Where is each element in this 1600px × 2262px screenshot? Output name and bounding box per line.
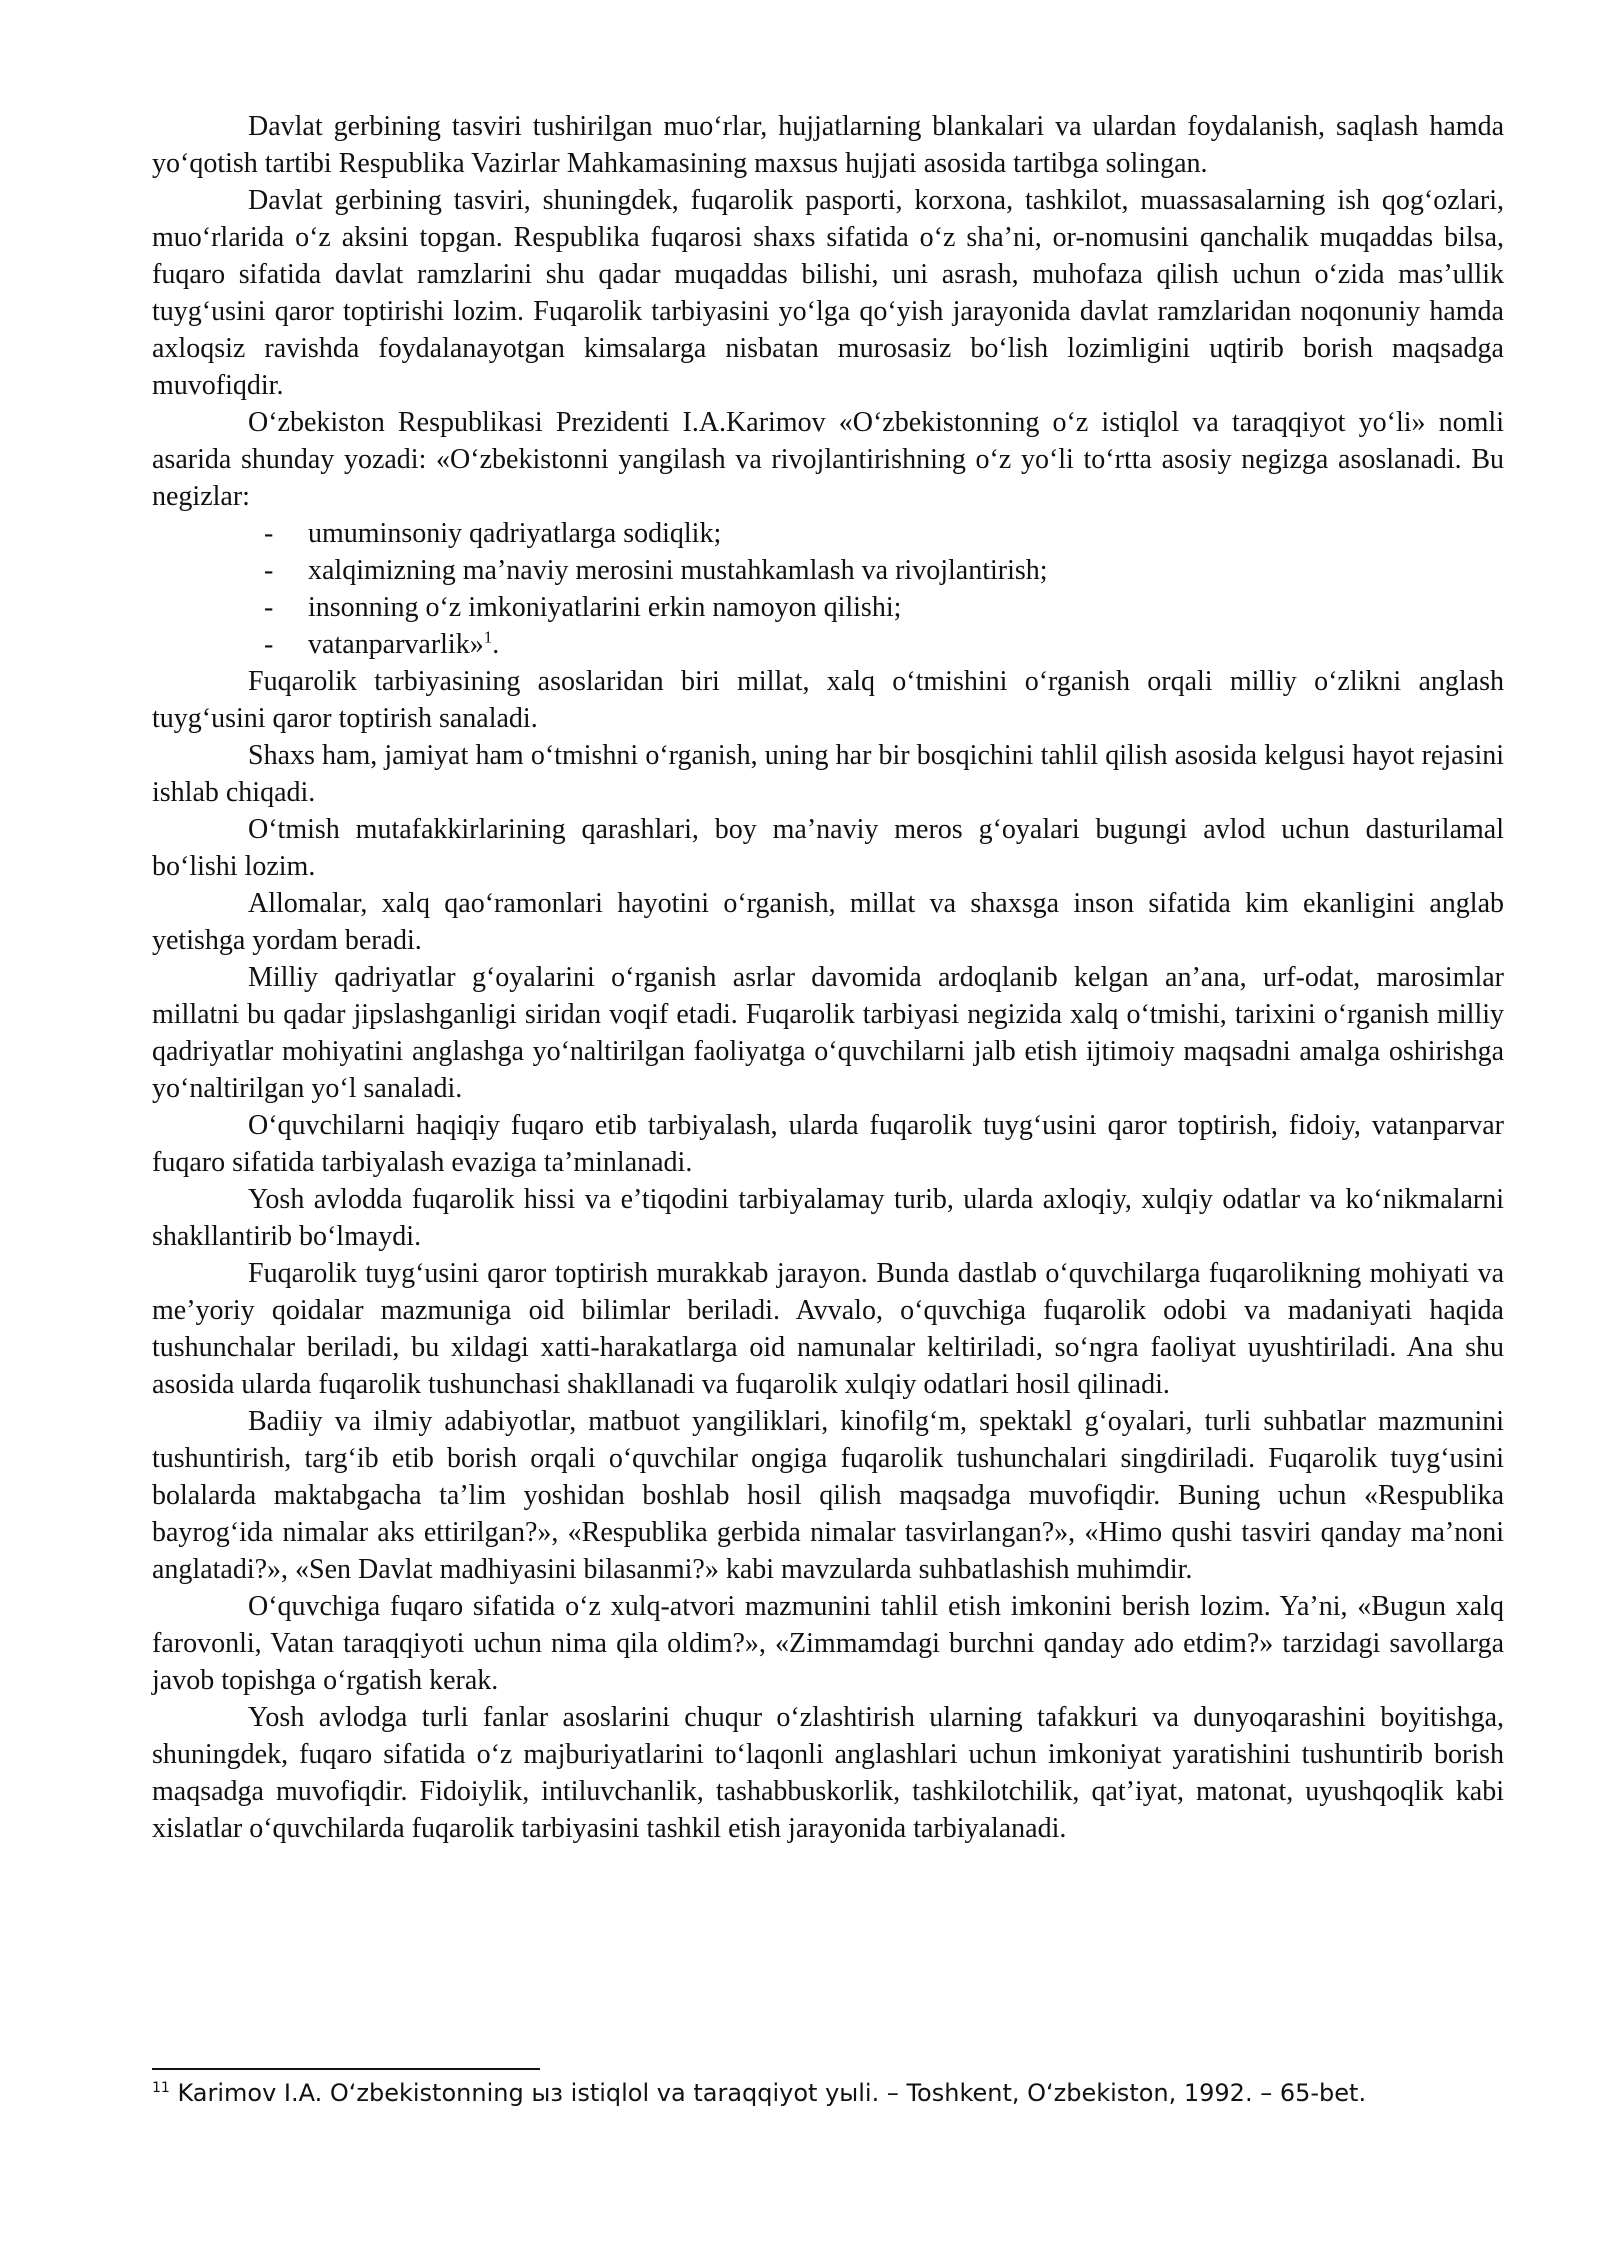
paragraph: Yosh avlodda fuqarolik hissi va e’tiqodini tarbiyalamay turib, ularda axloqiy, xulqiy odatlar va ko‘nikmalarni shakllantirib bo‘lmaydi. <box>152 1184 1504 1252</box>
list-item <box>152 589 1504 626</box>
list-item <box>152 552 1504 589</box>
paragraph: Fuqarolik tarbiyasining asoslaridan biri millat, xalq o‘tmishini o‘rganish orqali milliy o‘zlikni anglash tuyg‘usini qaror toptirish sanaladi. <box>152 666 1504 734</box>
list-item-text: vatanparvarlik» <box>308 629 484 660</box>
list-item-text: insonning o‘z imkoniyatlarini erkin namoyon qilishi; <box>308 592 902 623</box>
bullet-list <box>152 515 1504 663</box>
list-item-text: xalqimizning ma’naviy merosini mustahkamlash va rivojlantirish; <box>308 555 1048 586</box>
footnote-marker: 11 <box>152 2080 170 2096</box>
paragraph: Davlat gerbining tasviri tushirilgan muo‘rlar, hujjatlarning blankalari va ulardan foydalanish, saqlash hamda yo‘qotish tartibi Respublika Vazirlar Mahkamasining maxsus hujjati asosida tartibga solingan. <box>152 111 1504 179</box>
list-item <box>152 626 1504 663</box>
paragraph: Badiiy va ilmiy adabiyotlar, matbuot yangiliklari, kinofilg‘m, spektakl g‘oyalari, turli suhbatlar mazmunini tushuntirish, targ‘ib etib borish orqali o‘quvchilar ongiga fuqarolik tushunchalari singdiriladi. Fuqarolik tuyg‘usini bolalarda maktabgacha ta’lim yoshidan boshlab hosil qilish maqsadga muvofiqdir. Buning uchun «Respublika bayrog‘ida nimalar aks ettirilgan?», «Respublika gerbida nimalar tasvirlangan?», «Himo qushi tasviri qanday ma’noni anglatadi?», «Sen Davlat madhiyasini bilasanmi?» kabi mavzularda suhbatlashish muhimdir. <box>152 1406 1504 1585</box>
paragraph: Milliy qadriyatlar g‘oyalarini o‘rganish asrlar davomida ardoqlanib kelgan an’ana, urf-odat, marosimlar millatni bu qadar jipslashganligi siridan voqif etadi. Fuqarolik tarbiyasi negizida xalq o‘tmishi, tarixini o‘rganish milliy qadriyatlar mohiyatini anglashga yo‘naltirilgan faoliyatga o‘quvchilarni jalb etish ijtimoiy maqsadni amalga oshirishga yo‘naltirilgan yo‘l sanaladi. <box>152 962 1504 1104</box>
paragraph: Allomalar, xalq qao‘ramonlari hayotini o‘rganish, millat va shaxsga inson sifatida kim ekanligini anglab yetishga yordam beradi. <box>152 888 1504 956</box>
list-item-text: umuminsoniy qadriyatlarga sodiqlik; <box>308 518 722 549</box>
list-dash: - <box>264 555 274 586</box>
paragraph: Davlat gerbining tasviri, shuningdek, fuqarolik pasporti, korxona, tashkilot, muassasalarning ish qog‘ozlari, muo‘rlarida o‘z aksini topgan. Respublika fuqarosi shaxs sifatida o‘z sha’ni, or-nomusini qanchalik muqaddas bilsa, fuqaro sifatida davlat ramzlarini shu qadar muqaddas bilishi, uni asrash, muhofaza qilish uchun o‘zida mas’ullik tuyg‘usini qaror toptirishi lozim. Fuqarolik tarbiyasini yo‘lga qo‘yish jarayonida davlat ramzlaridan noqonuniy hamda axloqsiz ravishda foydalanayotgan kimsalarga nisbatan murosasiz bo‘lish lozimligini uqtirib borish maqsadga muvofiqdir. <box>152 185 1504 401</box>
paragraph: Fuqarolik tuyg‘usini qaror toptirish murakkab jarayon. Bunda dastlab o‘quvchilarga fuqarolikning mohiyati va me’yoriy qoidalar mazmuniga oid bilimlar beriladi. Avvalo, o‘quvchiga fuqarolik odobi va madaniyati haqida tushunchalar beriladi, bu xildagi xatti-harakatlarga oid namunalar keltiriladi, so‘ngra faoliyat uyushtiriladi. Ana shu asosida ularda fuqarolik tushunchasi shakllanadi va fuqarolik xulqiy odatlari hosil qilinadi. <box>152 1258 1504 1400</box>
list-item <box>152 515 1504 552</box>
footnote-reference[interactable]: 1 <box>483 627 493 647</box>
paragraph: O‘zbekiston Respublikasi Prezidenti I.A.Karimov «O‘zbekistonning o‘z istiqlol va taraqqiyot yo‘li» nomli asarida shunday yozadi: «O‘zbekistonni yangilash va rivojlantirishning o‘z yo‘li to‘rtta asosiy negizga asoslanadi. Bu negizlar: <box>152 407 1504 512</box>
document-body <box>152 108 1504 1847</box>
list-dash: - <box>264 592 274 623</box>
paragraph: O‘tmish mutafakkirlarining qarashlari, boy ma’naviy meros g‘oyalari bugungi avlod uchun dasturilamal bo‘lishi lozim. <box>152 814 1504 882</box>
paragraph: Yosh avlodga turli fanlar asoslarini chuqur o‘zlashtirish ularning tafakkuri va dunyoqarashini boyitishga, shuningdek, fuqaro sifatida o‘z majburiyatlarini to‘laqonli anglashlari uchun imkoniyat yaratishini tushuntirib borish maqsadga muvofiqdir. Fidoiylik, intiluvchanlik, tashabbuskorlik, tashkilotchilik, qat’iyat, matonat, uyushqoqlik kabi xislatlar o‘quvchilarda fuqarolik tarbiyasini tashkil etish jarayonida tarbiyalanadi. <box>152 1702 1504 1844</box>
footnote <box>152 2076 1504 2110</box>
list-item-period: . <box>492 629 500 660</box>
paragraph: O‘quvchilarni haqiqiy fuqaro etib tarbiyalash, ularda fuqarolik tuyg‘usini qaror toptirish, fidoiy, vatanparvar fuqaro sifatida tarbiyalash evaziga ta’minlanadi. <box>152 1110 1504 1178</box>
list-dash: - <box>264 518 274 549</box>
footnote-separator <box>152 2068 540 2070</box>
paragraph: O‘quvchiga fuqaro sifatida o‘z xulq-atvori mazmunini tahlil etish imkonini berish lozim. Ya’ni, «Bugun xalq farovonli, Vatan taraqqiyoti uchun nima qila oldim?», «Zimmamdagi burchni qanday ado etdim?» tarzidagi savollarga javob topishga o‘rgatish kerak. <box>152 1591 1504 1696</box>
paragraph: Shaxs ham, jamiyat ham o‘tmishni o‘rganish, uning har bir bosqichini tahlil qilish asosida kelgusi hayot rejasini ishlab chiqadi. <box>152 740 1504 808</box>
list-dash: - <box>264 629 274 660</box>
footnote-text: Karimov I.A. O‘zbekistonning ыз istiqlol va taraqqiyot уыlі. – Toshkent, O‘zbekiston, 1992. – 65-bet. <box>169 2079 1367 2107</box>
